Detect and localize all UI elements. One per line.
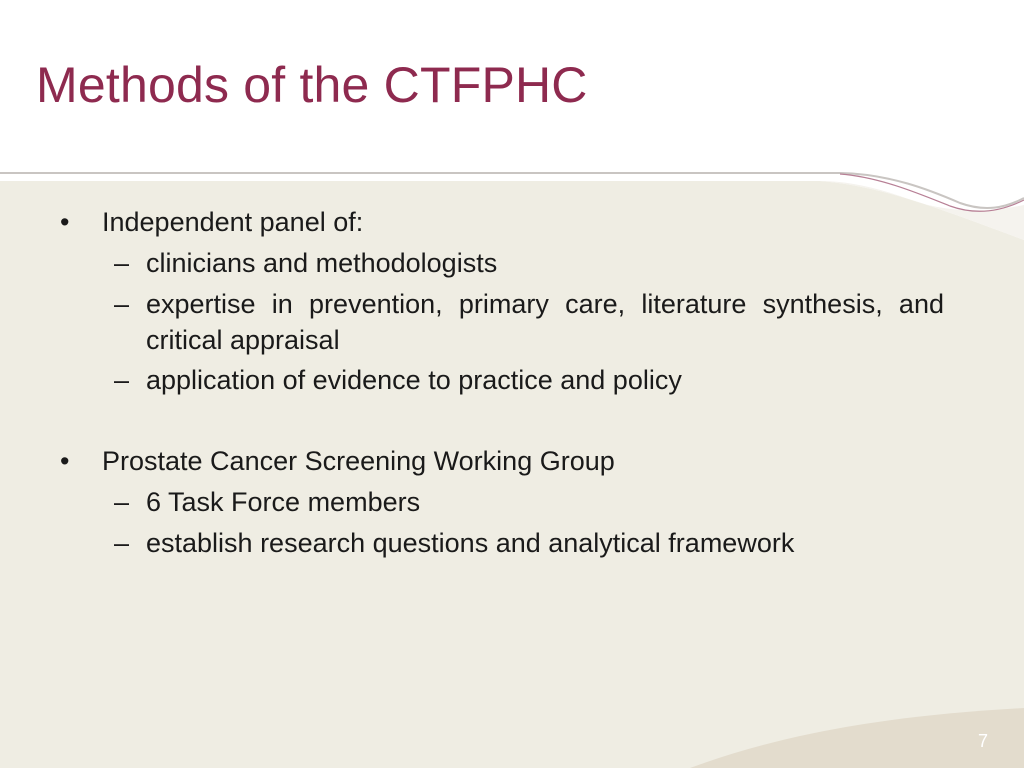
subitem-marker: – — [114, 365, 130, 395]
subitem-marker: – — [114, 487, 130, 517]
subitem-text: establish research questions and analytical framework — [146, 528, 795, 558]
bullet-text: Prostate Cancer Screening Working Group — [102, 446, 615, 476]
bullet-text: Independent panel of: — [102, 207, 364, 237]
subitem-marker: – — [114, 248, 130, 278]
subitem-marker: – — [114, 528, 130, 558]
page-title: Methods of the CTFPHC — [36, 57, 588, 113]
bullet-marker: • — [60, 207, 70, 237]
subitem-marker: – — [114, 289, 130, 319]
page-number: 7 — [977, 731, 988, 751]
bullet-marker: • — [60, 446, 70, 476]
subitem-text: 6 Task Force members — [146, 487, 421, 517]
subitem-text: expertise in prevention, primary care, literature synthesis, and critical appraisal — [146, 289, 944, 355]
subitem-text: clinicians and methodologists — [146, 248, 498, 278]
subitem-text: application of evidence to practice and policy — [146, 365, 682, 395]
